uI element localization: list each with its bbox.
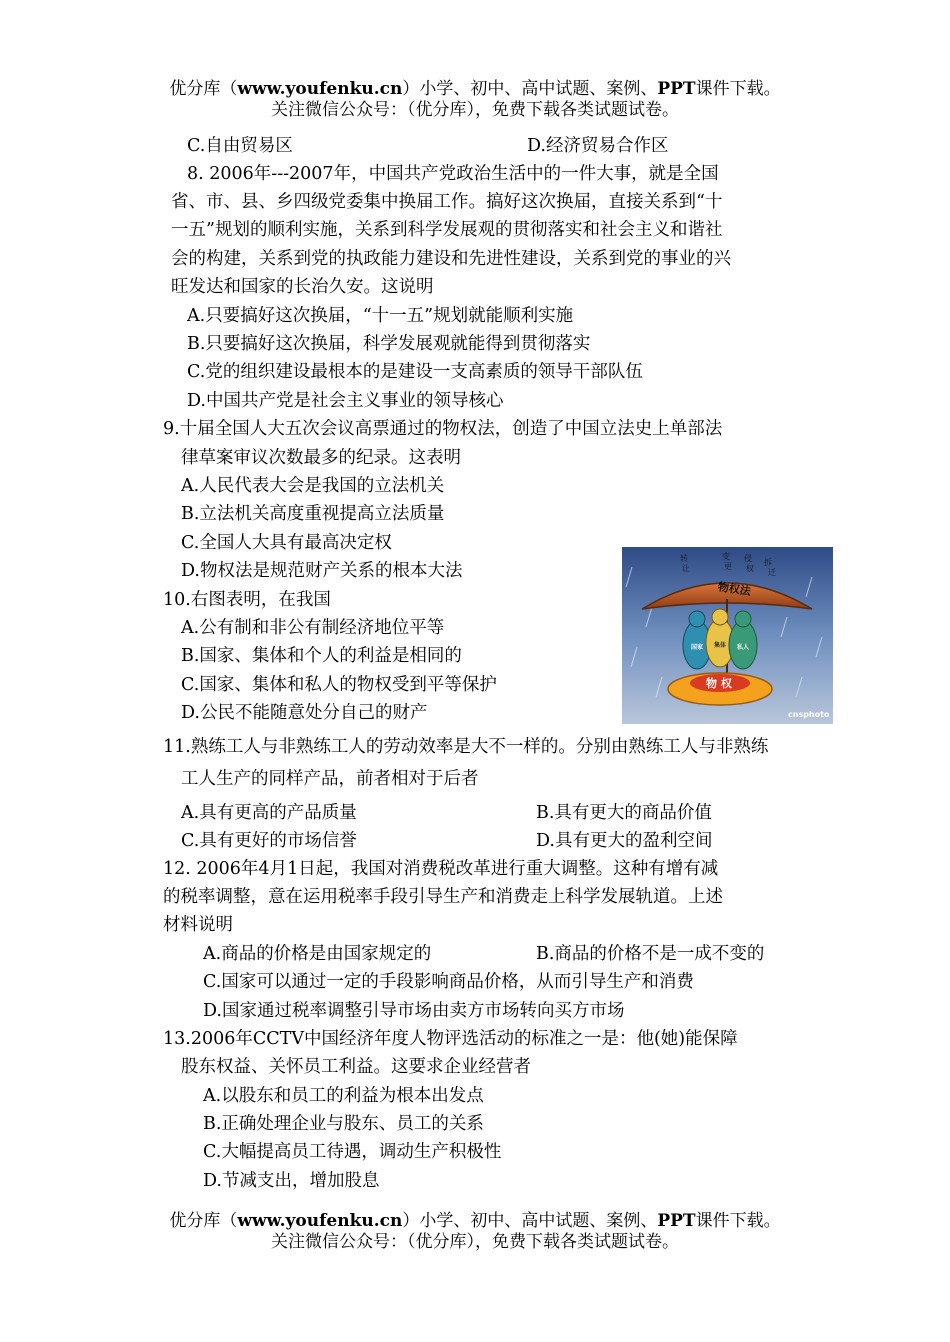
footer-text-mid: ）小学、初中、高中试题、案例、 bbox=[402, 1211, 658, 1231]
figure-collective-head bbox=[712, 609, 728, 625]
header-text-mid: ）小学、初中、高中试题、案例、 bbox=[402, 79, 658, 99]
header-text-post: 课件下载。 bbox=[695, 79, 781, 99]
q8-option-d: D.中国共产党是社会主义事业的领导核心 bbox=[187, 391, 504, 411]
figure-private-head bbox=[735, 611, 751, 627]
footer-ppt: PPT bbox=[657, 1211, 696, 1231]
q13-stem-line: 13.2006年CCTV中国经济年度人物评选活动的标准之一是：他(她)能保障 bbox=[163, 1029, 738, 1049]
rain-word: 让 bbox=[682, 564, 690, 573]
figure-label: 私人 bbox=[737, 644, 750, 651]
q11-stem-line: 11.熟练工人与非熟练工人的劳动效率是大不一样的。分别由熟练工人与非熟练 bbox=[163, 737, 769, 757]
header-text: 优分库（ bbox=[169, 79, 238, 99]
q12-stem-line: 的税率调整，意在运用税率手段引导生产和消费走上科学发展轨道。上述 bbox=[163, 887, 723, 907]
property-law-cartoon bbox=[622, 547, 833, 724]
q10-option-d: D.公民不能随意处分自己的财产 bbox=[181, 703, 428, 723]
q9-option-d: D.物权法是规范财产关系的根本大法 bbox=[181, 561, 463, 581]
page-header-line1 bbox=[0, 79, 950, 99]
q11-stem-line: 工人生产的同样产品，前者相对于后者 bbox=[181, 769, 479, 789]
q8-stem-line: 8. 2006年---2007年，中国共产党政治生活中的一件大事，就是全国 bbox=[187, 164, 719, 184]
q12-option-d: D.国家通过税率调整引导市场由卖方市场转向买方市场 bbox=[203, 1001, 625, 1021]
q9-stem-line: 律草案审议次数最多的纪录。这表明 bbox=[181, 448, 461, 468]
q13-option-a: A.以股东和员工的利益为根本出发点 bbox=[203, 1086, 484, 1106]
footer-text: 优分库（ bbox=[169, 1211, 238, 1231]
property-base-label: 物 权 bbox=[706, 677, 732, 690]
q11-option-c: C.具有更好的市场信誉 bbox=[181, 831, 357, 851]
q7-option-c: C.自由贸易区 bbox=[187, 136, 293, 156]
q11-option-a: A.具有更高的产品质量 bbox=[181, 803, 357, 823]
q13-option-d: D.节减支出，增加股息 bbox=[203, 1171, 380, 1191]
q8-stem-line: 省、市、县、乡四级党委集中换届工作。搞好这次换届，直接关系到“十 bbox=[171, 192, 723, 212]
rain-word: 更 bbox=[724, 562, 732, 571]
umbrella-label: 物权法 bbox=[717, 580, 752, 598]
q12-stem-line: 材料说明 bbox=[163, 915, 233, 935]
header-ppt: PPT bbox=[657, 79, 696, 99]
rain-word: 变 bbox=[722, 552, 730, 561]
q9-stem-line: 9.十届全国人大五次会议高票通过的物权法，创造了中国立法史上单部法 bbox=[163, 419, 723, 439]
q13-stem-line: 股东权益、关怀员工利益。这要求企业经营者 bbox=[181, 1057, 531, 1077]
q10-option-a: A.公有制和非公有制经济地位平等 bbox=[181, 618, 445, 638]
header-url: www.youfenku.cn bbox=[237, 79, 403, 99]
q9-option-c: C.全国人大具有最高决定权 bbox=[181, 533, 392, 553]
q8-option-b: B.只要搞好这次换届，科学发展观就能得到贯彻落实 bbox=[187, 334, 591, 354]
q8-stem-line: 会的构建，关系到党的执政能力建设和先进性建设，关系到党的事业的兴 bbox=[171, 249, 731, 269]
q8-option-c: C.党的组织建设最根本的是建设一支高素质的领导干部队伍 bbox=[187, 362, 643, 382]
page-footer-line2: 关注微信公众号：（优分库），免费下载各类试题试卷。 bbox=[271, 1232, 679, 1252]
q12-option-b: B.商品的价格不是一成不变的 bbox=[536, 944, 765, 964]
footer-text-post: 课件下载。 bbox=[695, 1211, 781, 1231]
q13-option-c: C.大幅提高员工待遇，调动生产积极性 bbox=[203, 1142, 502, 1162]
q10-option-b: B.国家、集体和个人的利益是相同的 bbox=[181, 646, 462, 666]
q12-stem-line: 12. 2006年4月1日起，我国对消费税改革进行重大调整。这种有增有减 bbox=[163, 859, 719, 879]
q8-stem-line: 旺发达和国家的长治久安。这说明 bbox=[171, 277, 434, 297]
q9-option-a: A.人民代表大会是我国的立法机关 bbox=[181, 476, 445, 496]
q10-stem: 10.右图表明，在我国 bbox=[163, 590, 331, 610]
q9-option-b: B.立法机关高度重视提高立法质量 bbox=[181, 504, 445, 524]
photo-credit: cnsphoto bbox=[788, 710, 830, 719]
page-header-line2: 关注微信公众号：（优分库），免费下载各类试题试卷。 bbox=[271, 100, 679, 120]
rain-word: 拆 bbox=[764, 558, 772, 567]
footer-url: www.youfenku.cn bbox=[237, 1211, 403, 1231]
q12-option-c: C.国家可以通过一定的手段影响商品价格，从而引导生产和消费 bbox=[203, 972, 694, 992]
q8-option-a: A.只要搞好这次换届，“十一五”规划就能顺利实施 bbox=[187, 306, 574, 326]
rain-word: 侵 bbox=[744, 554, 752, 563]
q13-option-b: B.正确处理企业与股东、员工的关系 bbox=[203, 1114, 484, 1134]
page-footer-line1 bbox=[0, 1211, 950, 1231]
q12-option-a: A.商品的价格是由国家规定的 bbox=[203, 944, 432, 964]
rain-word: 转 bbox=[680, 554, 688, 563]
rain-word: 迁 bbox=[768, 568, 776, 577]
rain-word: 权 bbox=[746, 564, 754, 573]
q11-option-d: D.具有更大的盈利空间 bbox=[536, 831, 713, 851]
q7-option-d: D.经济贸易合作区 bbox=[527, 136, 669, 156]
q10-option-c: C.国家、集体和私人的物权受到平等保护 bbox=[181, 675, 497, 695]
q8-stem-line: 一五”规划的顺利实施，关系到科学发展观的贯彻落实和社会主义和谐社 bbox=[171, 220, 723, 240]
figure-label: 集体 bbox=[714, 642, 727, 649]
q11-option-b: B.具有更大的商品价值 bbox=[536, 803, 712, 823]
figure-state-head bbox=[689, 611, 705, 627]
figure-label: 国家 bbox=[691, 644, 704, 651]
